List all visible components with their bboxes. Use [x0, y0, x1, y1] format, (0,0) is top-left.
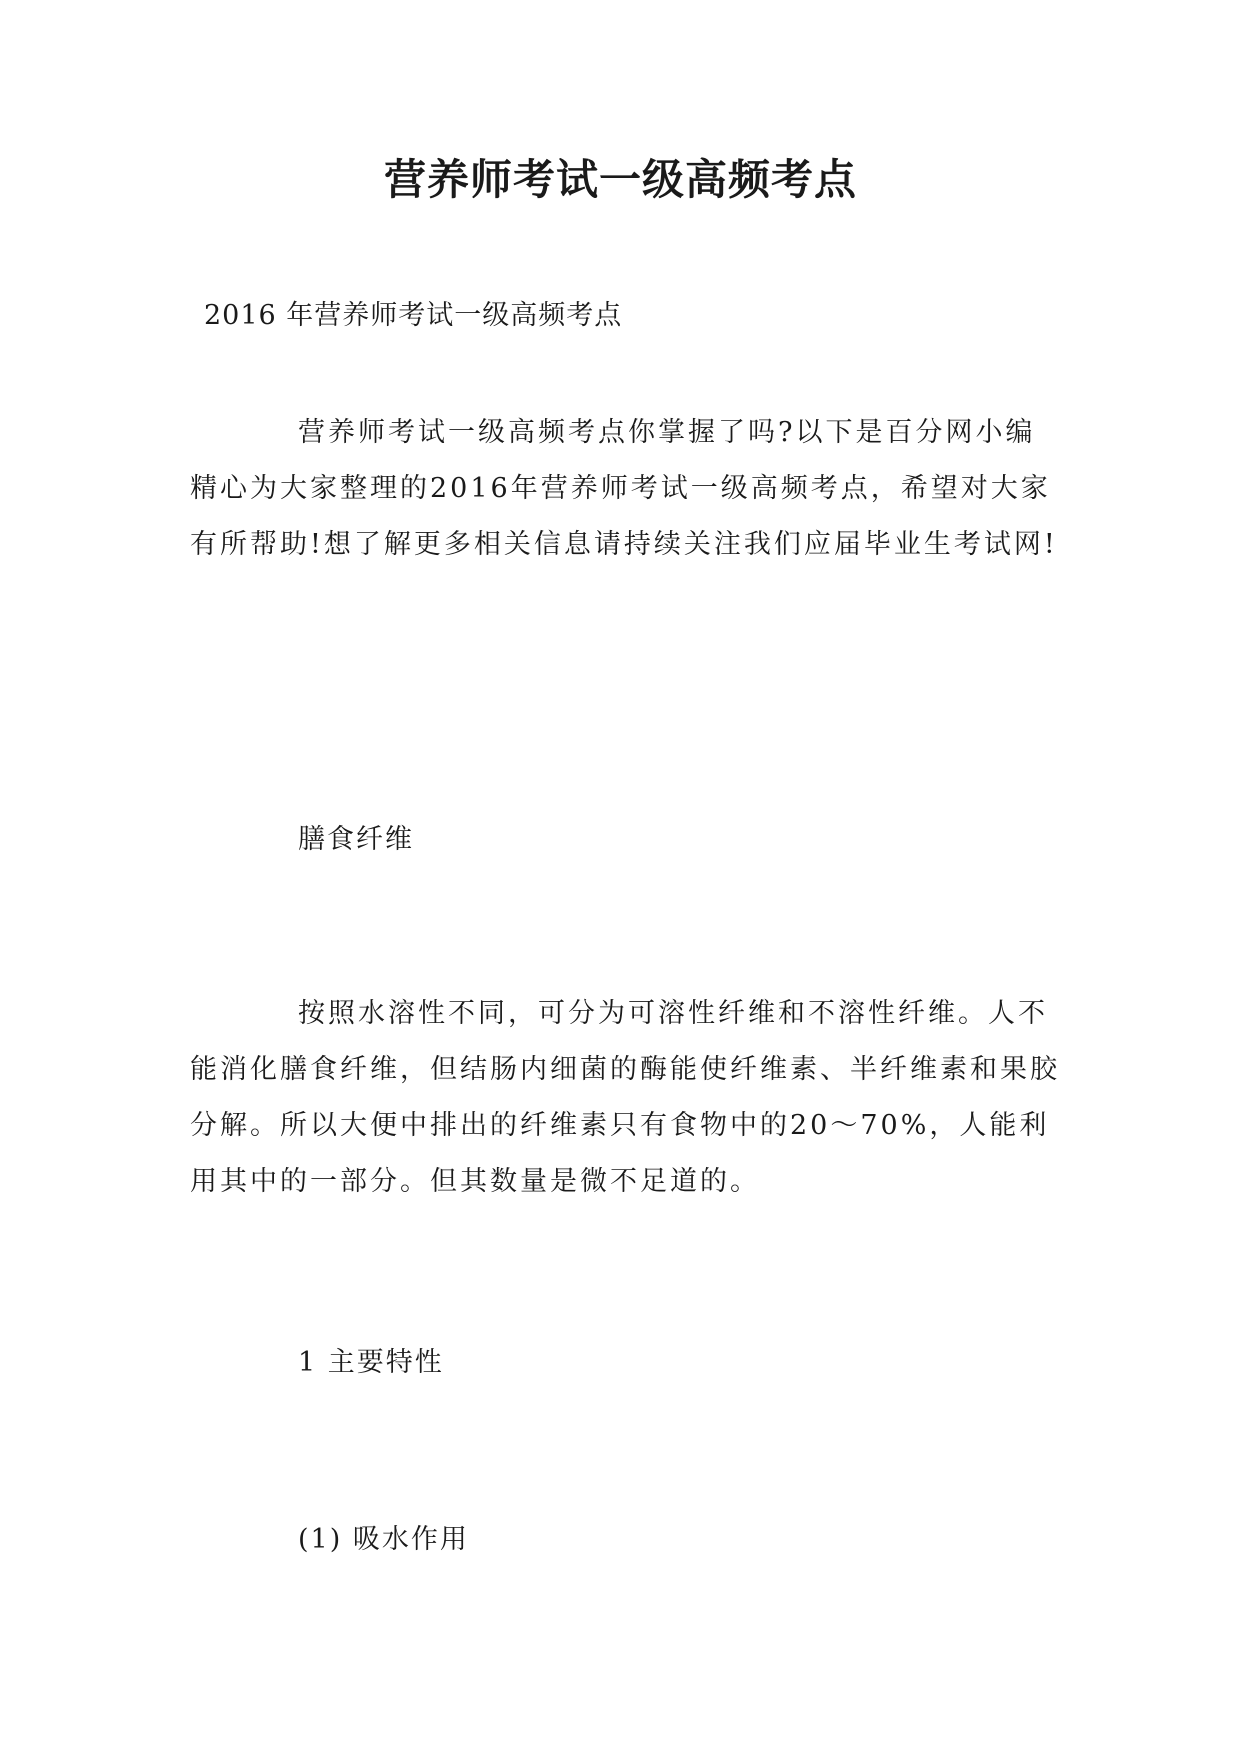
document-title: 营养师考试一级高频考点 [383, 155, 857, 204]
section-heading-main-properties: 1 主要特性 [298, 1347, 444, 1378]
dietary-fiber-paragraph: 按照水溶性不同，可分为可溶性纤维和不溶性纤维。人不能消化膳食纤维，但结肠内细菌的酶能使纤维素、半纤维素和果胶分解。所以大便中排出的纤维素只有食物中的20～70%，人能利用其中的一部分。但其数量是微不足道的。 [190, 998, 1060, 1197]
section-heading-dietary-fiber: 膳食纤维 [298, 824, 414, 855]
subsection-heading-water-absorption: (1) 吸水作用 [298, 1524, 469, 1555]
intro-paragraph: 营养师考试一级高频考点你掌握了吗?以下是百分网小编精心为大家整理的2016年营养师考试一级高频考点，希望对大家有所帮助!想了解更多相关信息请持续关注我们应届毕业生考试网! [190, 417, 1058, 560]
document-subtitle: 2016 年营养师考试一级高频考点 [204, 300, 623, 331]
